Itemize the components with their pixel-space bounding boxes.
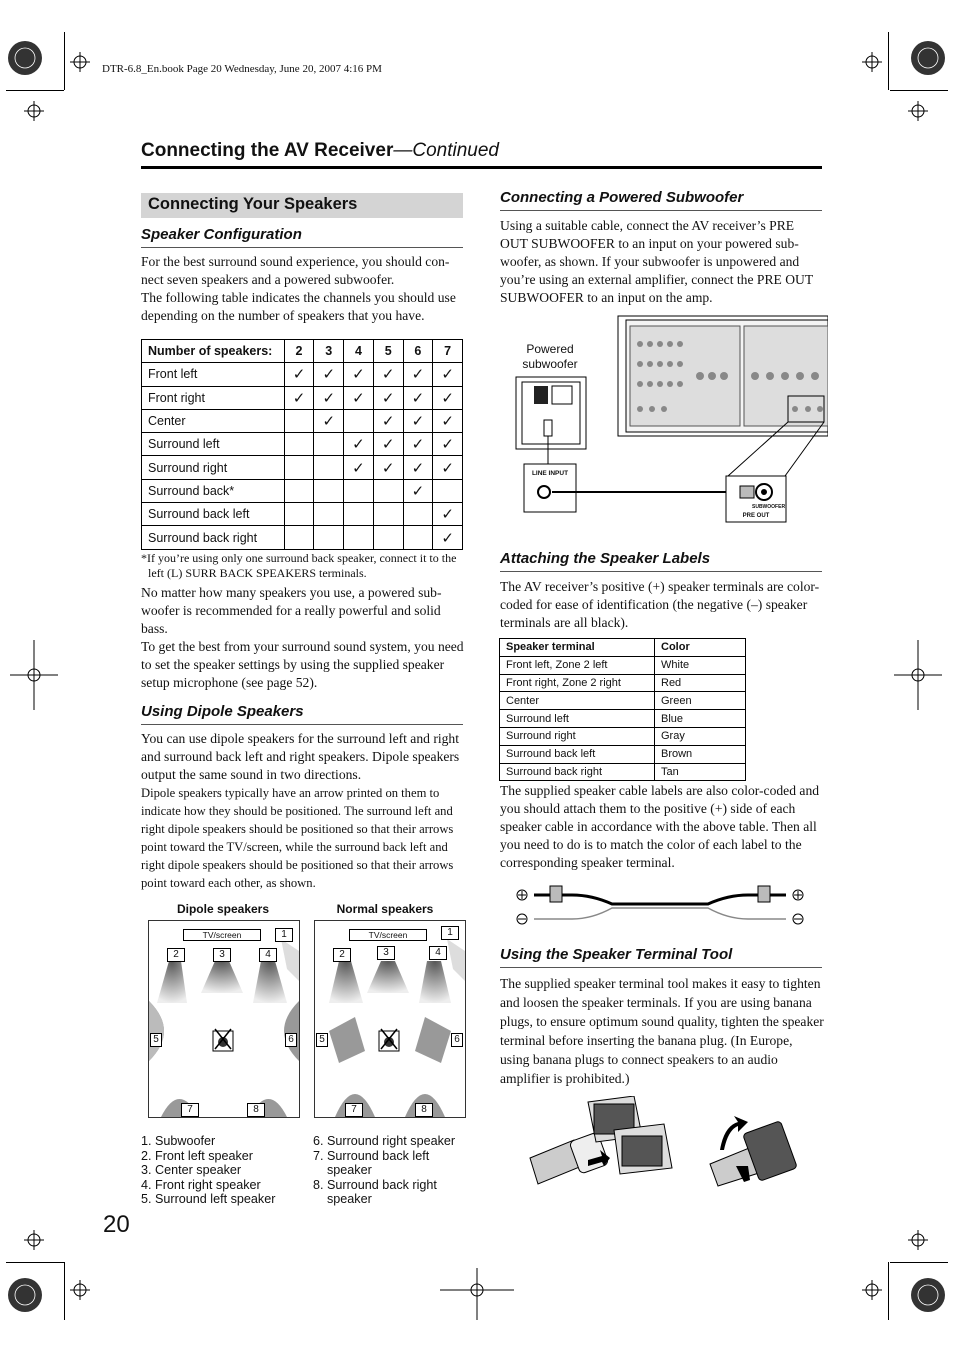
normal-label-5: 5 (316, 1033, 328, 1047)
color-table-terminal: Center (500, 692, 655, 710)
speaker-config-intro (141, 253, 465, 325)
speaker-config-notes (141, 584, 465, 692)
legend-item: 3. Center speaker (141, 1163, 242, 1178)
table-col-4: 4 (344, 340, 374, 363)
table-check-cell: ✓ (433, 386, 463, 409)
table-col-6: 6 (403, 340, 433, 363)
line-input-label: LINE INPUT (531, 470, 569, 477)
table-col-7: 7 (433, 340, 463, 363)
subwoofer-p1: Using a suitable cable, connect the AV receiver’s PRE OUT SUBWOOFER to an input on your powered sub-woofer, as shown. If your subwoofer is unpowered and you’re using an external amplifier, connect the PRE OUT SUBWOOFER to an input on the amp. (500, 218, 813, 305)
dipole-label-4: 4 (259, 948, 277, 962)
normal-label-8: 8 (415, 1103, 433, 1117)
legend-item: 7. Surround back left (313, 1148, 430, 1163)
table-check-cell: ✓ (344, 456, 374, 479)
normal-label-2: 2 (333, 948, 351, 962)
color-table-header (500, 639, 746, 657)
table-check-cell: ✓ (433, 456, 463, 479)
table-check-cell (284, 503, 314, 526)
labels-heading: Attaching the Speaker Labels (500, 550, 822, 572)
color-table-color: Gray (655, 727, 746, 745)
table-col-3: 3 (314, 340, 344, 363)
tool-heading: Using the Speaker Terminal Tool (500, 946, 822, 968)
table-row-label: Surround back left (142, 503, 285, 526)
legend-item: 4. Front right speaker (141, 1177, 261, 1192)
normal-label-3: 3 (377, 946, 395, 960)
table-check-cell: ✓ (284, 386, 314, 409)
table-check-cell: ✓ (403, 409, 433, 432)
subwoofer-heading: Connecting a Powered Subwoofer (500, 189, 822, 211)
labels-p1: The AV receiver’s positive (+) speaker terminals are color-coded for ease of identification (the negative (–) speaker terminals are all black). (500, 579, 820, 630)
dipole-tv-label: TV/screen (183, 929, 261, 941)
table-check-cell: ✓ (433, 503, 463, 526)
table-check-cell (344, 526, 374, 549)
color-table-row (500, 745, 746, 763)
table-check-cell (344, 409, 374, 432)
legend-item: 8. Surround back right (313, 1177, 437, 1192)
table-col-2: 2 (284, 340, 314, 363)
table-check-cell (403, 526, 433, 549)
pre-out-label: PRE OUT (742, 513, 770, 519)
table-row-label: Surround back right (142, 526, 285, 549)
color-table-row (500, 727, 746, 745)
table-check-cell: ✓ (373, 409, 403, 432)
normal-diagram (314, 920, 466, 1118)
normal-label-4: 4 (429, 946, 447, 960)
speaker-config-p4: To get the best from your surround sound system, you need to set the speaker settings by using the supplied speaker setup microphone (see page 52). (141, 639, 464, 690)
table-check-cell (344, 479, 374, 502)
table-row-label: Surround back* (142, 479, 285, 502)
speaker-config-heading: Speaker Configuration (141, 226, 463, 248)
table-check-cell (314, 503, 344, 526)
subwoofer-diagram (500, 314, 828, 524)
normal-diagram-title: Normal speakers (336, 902, 434, 916)
dipole-label-5: 5 (150, 1033, 162, 1047)
table-row-label: Front right (142, 386, 285, 409)
table-check-cell: ✓ (433, 363, 463, 386)
color-table-header-terminal: Speaker terminal (500, 639, 655, 657)
color-table-terminal: Front left, Zone 2 left (500, 656, 655, 674)
terminal-tool-illustration (524, 1096, 800, 1188)
speaker-config-p2: The following table indicates the channels you should use depending on the number of speakers that you have. (141, 290, 456, 323)
table-check-cell: ✓ (403, 433, 433, 456)
table-header-row (142, 340, 463, 363)
table-check-cell: ✓ (344, 386, 374, 409)
legend-item: 6. Surround right speaker (313, 1134, 456, 1148)
table-header-label: Number of speakers: (142, 340, 285, 363)
table-row-label: Front left (142, 363, 285, 386)
table-row (142, 456, 463, 479)
labels-p2: The supplied speaker cable labels are also color-coded and you should attach them to the positive (+) side of each speaker cable in accordance with the above table. Then all you need to do is to match the color of each label to the corresponding speaker terminal. (500, 783, 820, 870)
table-check-cell: ✓ (373, 433, 403, 456)
subwoofer-connection-illustration (500, 314, 828, 524)
table-check-cell (284, 526, 314, 549)
color-table-terminal: Surround left (500, 710, 655, 728)
table-check-cell (403, 503, 433, 526)
legend-item: speaker (327, 1163, 372, 1178)
color-table-color: Tan (655, 763, 746, 781)
dipole-label-3: 3 (213, 948, 231, 962)
table-check-cell: ✓ (403, 386, 433, 409)
table-row (142, 433, 463, 456)
color-table-row (500, 763, 746, 781)
table-check-cell: ✓ (314, 363, 344, 386)
dipole-p1: You can use dipole speakers for the surround left and right and surround back left and right speakers. Dipole speakers output the same sound in two directions. (141, 731, 460, 782)
title-rule (141, 166, 822, 169)
color-table-row (500, 656, 746, 674)
section-title: Connecting Your Speakers (141, 193, 463, 218)
table-check-cell (284, 456, 314, 479)
dipole-diagram-title: Dipole speakers (176, 902, 270, 916)
table-row (142, 526, 463, 549)
diagram-legend-left (141, 1134, 311, 1207)
dipole-p2: Dipole speakers typically have an arrow printed on them to indicate how they should be positioned. The surround left and right dipole speakers should be positioned so that their arrows point toward the TV/screen, while the surround back left and right dipole speakers should be positioned so that their arrows point toward each other, as shown. (141, 786, 454, 890)
subwoofer-jack-label: SUBWOOFER (752, 504, 786, 510)
table-check-cell: ✓ (344, 433, 374, 456)
table-check-cell: ✓ (433, 433, 463, 456)
table-check-cell (284, 479, 314, 502)
color-table-terminal: Front right, Zone 2 right (500, 674, 655, 692)
legend-item: speaker (327, 1192, 372, 1207)
table-check-cell (344, 503, 374, 526)
table-row (142, 363, 463, 386)
legend-item: 2. Front left speaker (141, 1148, 253, 1163)
color-table-header-color: Color (655, 639, 746, 657)
table-row-label: Center (142, 409, 285, 432)
color-table (499, 638, 746, 781)
page-title-main: Connecting the AV Receiver (141, 140, 394, 161)
page-number: 20 (103, 1211, 130, 1238)
table-row (142, 386, 463, 409)
speaker-config-table (141, 339, 463, 550)
table-check-cell (284, 433, 314, 456)
table-col-5: 5 (373, 340, 403, 363)
table-check-cell (314, 526, 344, 549)
table-check-cell: ✓ (433, 526, 463, 549)
table-check-cell (314, 479, 344, 502)
dipole-diagram (148, 920, 300, 1118)
page-title (141, 140, 499, 162)
file-header: DTR-6.8_En.book Page 20 Wednesday, June 20, 2007 4:16 PM (102, 63, 382, 75)
color-table-row (500, 710, 746, 728)
color-table-color: Brown (655, 745, 746, 763)
color-table-terminal: Surround back left (500, 745, 655, 763)
color-table-terminal: Surround back right (500, 763, 655, 781)
table-check-cell (284, 409, 314, 432)
table-check-cell: ✓ (344, 363, 374, 386)
table-check-cell (373, 503, 403, 526)
table-check-cell: ✓ (403, 363, 433, 386)
table-check-cell: ✓ (373, 363, 403, 386)
table-check-cell: ✓ (314, 409, 344, 432)
table-row-label: Surround left (142, 433, 285, 456)
dipole-label-6: 6 (285, 1033, 297, 1047)
color-table-row (500, 674, 746, 692)
table-check-cell: ✓ (403, 456, 433, 479)
table-check-cell (314, 433, 344, 456)
color-table-color: Blue (655, 710, 746, 728)
table-check-cell: ✓ (433, 409, 463, 432)
color-table-terminal: Surround right (500, 727, 655, 745)
speaker-config-p3: No matter how many speakers you use, a powered sub-woofer is recommended for a really powerful and solid bass. (141, 585, 442, 636)
legend-item: 5. Surround left speaker (141, 1192, 276, 1207)
dipole-label-1: 1 (275, 928, 293, 942)
table-check-cell: ✓ (284, 363, 314, 386)
table-row (142, 479, 463, 502)
speaker-cable-illustration (512, 878, 808, 926)
table-check-cell (373, 526, 403, 549)
page-title-continued: —Continued (393, 140, 499, 161)
table-check-cell (373, 479, 403, 502)
normal-label-7: 7 (345, 1103, 363, 1117)
color-table-color: Red (655, 674, 746, 692)
color-table-color: White (655, 656, 746, 674)
table-check-cell: ✓ (314, 386, 344, 409)
subwoofer-label: subwoofer (522, 357, 578, 371)
color-table-row (500, 692, 746, 710)
table-check-cell: ✓ (373, 456, 403, 479)
table-row (142, 409, 463, 432)
dipole-heading: Using Dipole Speakers (141, 703, 463, 725)
table-check-cell: ✓ (403, 479, 433, 502)
color-table-color: Green (655, 692, 746, 710)
table-row (142, 503, 463, 526)
diagram-legend-right (313, 1134, 473, 1207)
dipole-label-2: 2 (167, 948, 185, 962)
normal-tv-label: TV/screen (349, 929, 427, 941)
legend-item: 1. Subwoofer (141, 1134, 216, 1148)
normal-label-6: 6 (451, 1033, 463, 1047)
table-footnote: *If you’re using only one surround back speaker, connect it to the left (L) SURR BACK SPEAKERS terminals. (141, 551, 457, 580)
table-check-cell (433, 479, 463, 502)
powered-label: Powered (526, 342, 574, 356)
normal-label-1: 1 (441, 926, 459, 940)
table-check-cell: ✓ (373, 386, 403, 409)
table-row-label: Surround right (142, 456, 285, 479)
tool-p1: The supplied speaker terminal tool makes it easy to tighten and loosen the speaker terminals. If you are using banana plugs, to ensure optimum sound quality, tighten the speaker terminal before inserting the banana plug. (In Europe, using banana plugs to connect speakers to an audio amplifier is prohibited.) (500, 976, 824, 1086)
speaker-config-p1: For the best surround sound experience, you should con-nect seven speakers and a powered subwoofer. (141, 254, 450, 287)
dipole-label-8: 8 (247, 1103, 265, 1117)
dipole-label-7: 7 (181, 1103, 199, 1117)
table-check-cell (314, 456, 344, 479)
